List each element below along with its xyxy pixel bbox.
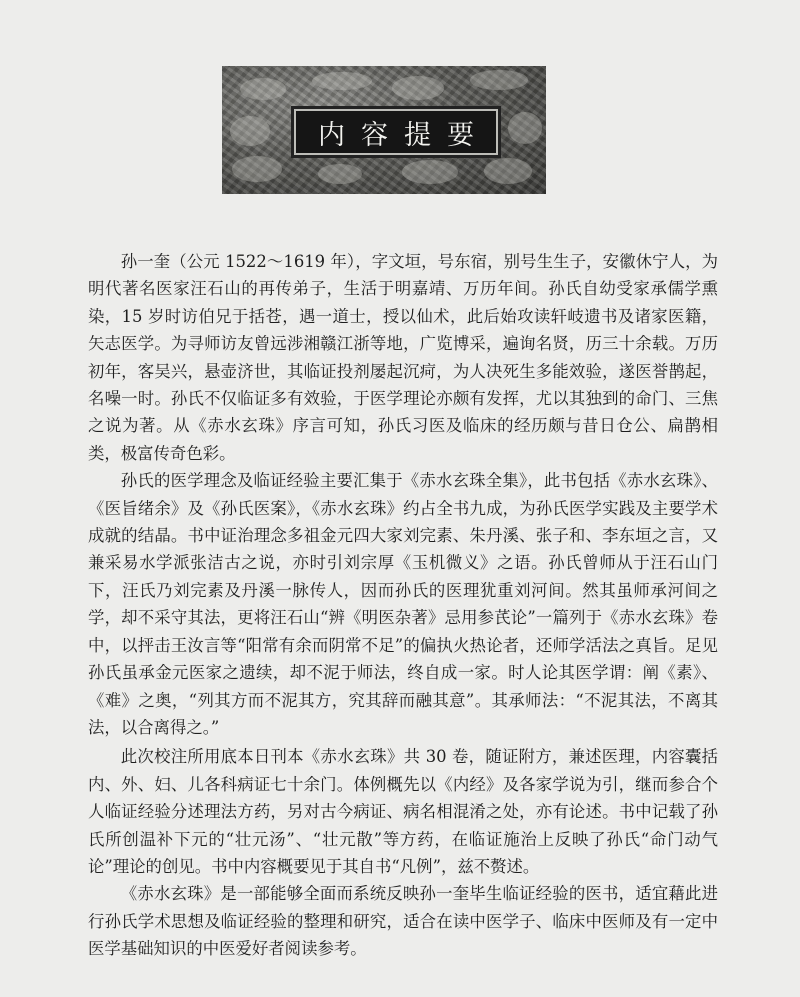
paragraph: 《赤水玄珠》是一部能够全面而系统反映孙一奎毕生临证经验的医书，适宜藉此进行孙氏学术思想及临证经验的整理和研究，适合在读中医学子、临床中医师及有一定中医学基础知识的中医爱好者阅读参考。 xyxy=(88,884,718,959)
paragraph: 此次校注所用底本日刊本《赤水玄珠》共 30 卷，随证附方，兼述医理，内容囊括内、外、妇、儿各科病证七十余门。体例概先以《内经》及各家学说为引，继而参合个人临证经验分述理法方药，另对古今病证、病名相混淆之处，亦有论述。书中记载了孙氏所创温补下元的“壮元汤”、“壮元散”等方药，在临证施治上反映了孙氏“命门动气论”理论的创见。书中内容概要见于其自书“凡例”，兹不赘述。 xyxy=(88,747,718,876)
paragraph: 孙氏的医学理念及临证经验主要汇集于《赤水玄珠全集》，此书包括《赤水玄珠》、《医旨绪余》及《孙氏医案》，《赤水玄珠》约占全书九成，为孙氏医学实践及主要学术成就的结晶。书中证治理念多祖金元四大家刘完素、朱丹溪、张子和、李东垣之言，又兼采易水学派张洁古之说，亦时引刘宗厚《玉机微义》之语。孙氏曾师从于汪石山门下，汪氏乃刘完素及丹溪一脉传人，因而孙氏的医理犹重刘河间。然其虽师承河间之学，却不采守其法，更将汪石山“辨《明医杂著》忌用参芪论”一篇列于《赤水玄珠》卷中，以抨击王汝言等“阳常有余而阴常不足”的偏执火热论者，还师学活法之真旨。足见孙氏虽承金元医家之遗续，却不泥于师法，终自成一家。时人论其医学谓：阐《素》、《难》之奥，“列其方而不泥其方，究其辞而融其意”。其承师法：“不泥其法，不离其法，以合离得之。” xyxy=(88,471,718,737)
summary-body xyxy=(88,248,718,963)
page-title: 内容提要 xyxy=(318,119,490,151)
title-plate xyxy=(294,109,498,155)
title-banner xyxy=(222,66,546,194)
paragraph: 孙一奎（公元 1522～1619 年），字文垣，号东宿，别号生生子，安徽休宁人，为明代著名医家汪石山的再传弟子，生活于明嘉靖、万历年间。孙氏自幼受家承儒学熏染，15 岁时访伯兄于括苍，遇一道士，授以仙术，此后始攻读轩岐遗书及诸家医籍，矢志医学。为寻师访友曾远涉湘赣江浙等地，广览博采，遍询名贤，历三十余载。万历初年，客吴兴，悬壶济世，其临证投剂屡起沉疴，为人决死生多能效验，遂医誉鹊起，名噪一时。孙氏不仅临证多有效验，于医学理论亦颇有发挥，尤以其独到的命门、三焦之说为著。从《赤水玄珠》序言可知，孙氏习医及临床的经历颇与昔日仓公、扁鹊相类，极富传奇色彩。 xyxy=(88,252,718,463)
